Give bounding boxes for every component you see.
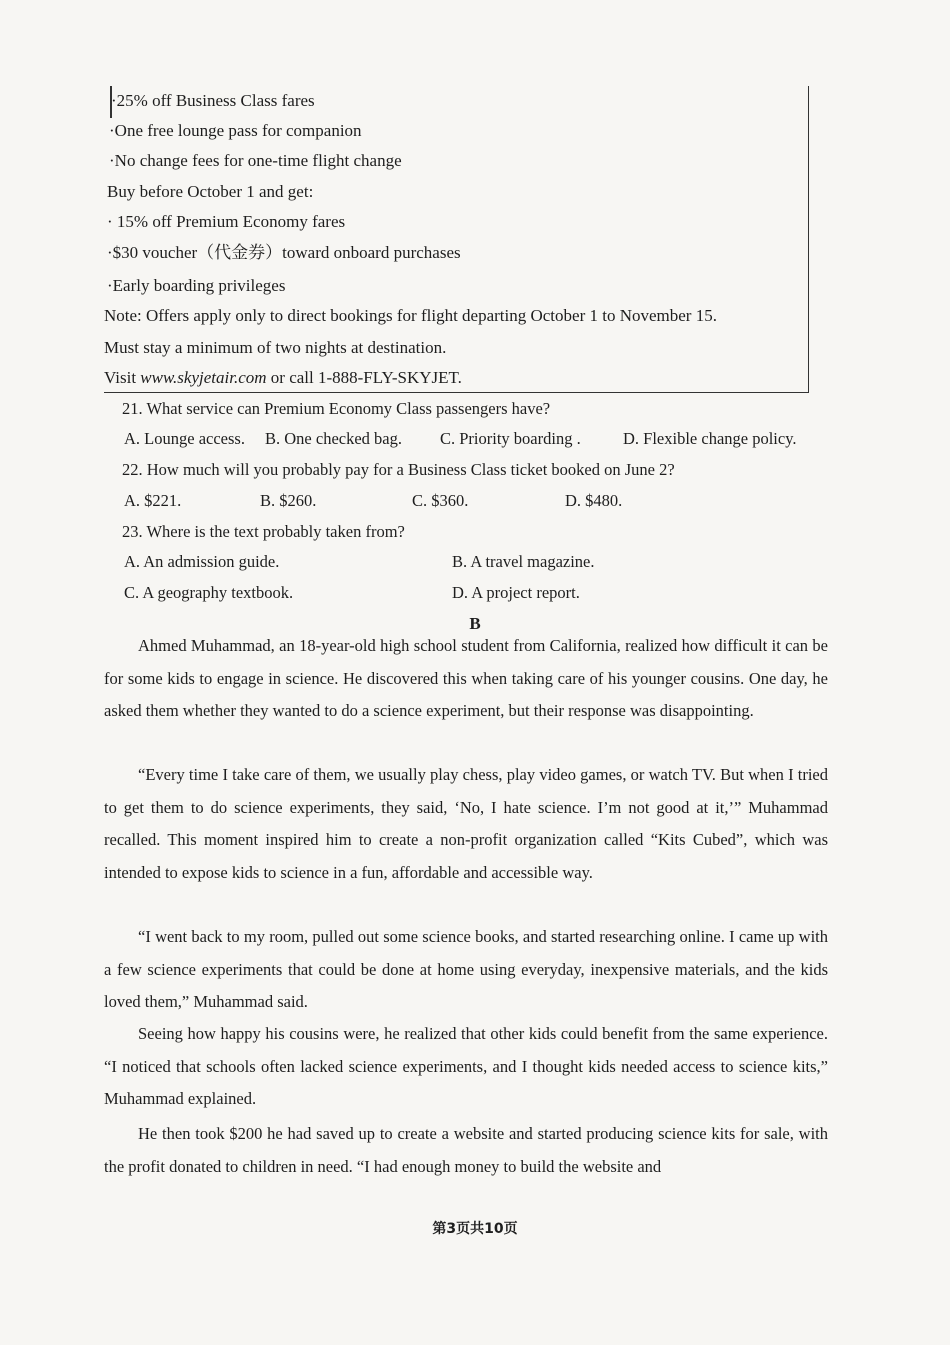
- ad-visit-line: [104, 367, 462, 389]
- option-c: C. Priority boarding .: [440, 429, 581, 448]
- option-a: A. An admission guide.: [124, 552, 280, 571]
- question-21: 21. What service can Premium Economy Class passengers have?: [122, 399, 551, 418]
- option-b: B. One checked bag.: [265, 429, 402, 448]
- passage-paragraph: Ahmed Muhammad, an 18-year-old high school student from California, realized how difficult it can be for some kids to engage in science. He discovered this when taking care of his younger cousins. One day, he asked them whether they wanted to do a science experiment, but their response was disappointing.: [104, 636, 828, 720]
- ad-note: Note: Offers apply only to direct bookings for flight departing October 1 to November 15.: [104, 306, 717, 325]
- question-22: 22. How much will you probably pay for a Business Class ticket booked on June 2?: [122, 460, 675, 479]
- passage-paragraph: “Every time I take care of them, we usually play chess, play video games, or watch TV. But when I tried to get them to do science experiments, they said, ‘No, I hate science. I’m not good at it,’” Muhammad recalled. This moment inspired him to create a non-profit organization called “Kits Cubed”, which was intended to expose kids to science in a fun, affordable and accessible way.: [104, 765, 828, 882]
- question-23: 23. Where is the text probably taken from?: [122, 522, 405, 541]
- section-heading: B: [469, 614, 481, 633]
- ad-line: ·No change fees for one-time flight change: [109, 151, 402, 170]
- ad-note: Must stay a minimum of two nights at destination.: [104, 338, 447, 357]
- page-footer: 第3页共10页: [432, 1221, 518, 1237]
- option-c: C. $360.: [412, 491, 469, 510]
- ad-line: Buy before October 1 and get:: [107, 182, 314, 201]
- visit-suffix: or call 1-888-FLY-SKYJET.: [266, 368, 462, 387]
- website-link[interactable]: www.skyjetair.com: [140, 368, 267, 387]
- option-b: B. A travel magazine.: [452, 552, 595, 571]
- ad-line: ·One free lounge pass for companion: [109, 121, 362, 140]
- option-a: A. Lounge access.: [124, 429, 245, 448]
- option-b: B. $260.: [260, 491, 317, 510]
- ad-line: · 15% off Premium Economy fares: [107, 212, 346, 231]
- passage-paragraph: “I went back to my room, pulled out some science books, and started researching online. I came up with a few science experiments that could be done at home using everyday, inexpensive materials, and the kids loved them,” Muhammad said.: [104, 927, 828, 1011]
- passage-paragraph: Seeing how happy his cousins were, he realized that other kids could benefit from the same experience. “I noticed that schools often lacked science experiments, and I thought kids needed access to science kits,” Muhammad explained.: [104, 1024, 828, 1108]
- option-d: D. Flexible change policy.: [623, 429, 797, 448]
- passage-paragraph: He then took $200 he had saved up to create a website and started producing science kits for sale, with the profit donated to children in need. “I had enough money to build the website and: [104, 1124, 828, 1176]
- option-c: C. A geography textbook.: [124, 583, 294, 602]
- ad-line: ·25% off Business Class fares: [111, 91, 315, 110]
- option-d: D. A project report.: [452, 583, 580, 602]
- visit-prefix: Visit: [104, 368, 141, 387]
- option-d: D. $480.: [565, 491, 623, 510]
- option-a: A. $221.: [124, 491, 182, 510]
- ad-line: ·$30 voucher（代金券）toward onboard purchases: [107, 243, 461, 262]
- ad-line: ·Early boarding privileges: [107, 276, 286, 295]
